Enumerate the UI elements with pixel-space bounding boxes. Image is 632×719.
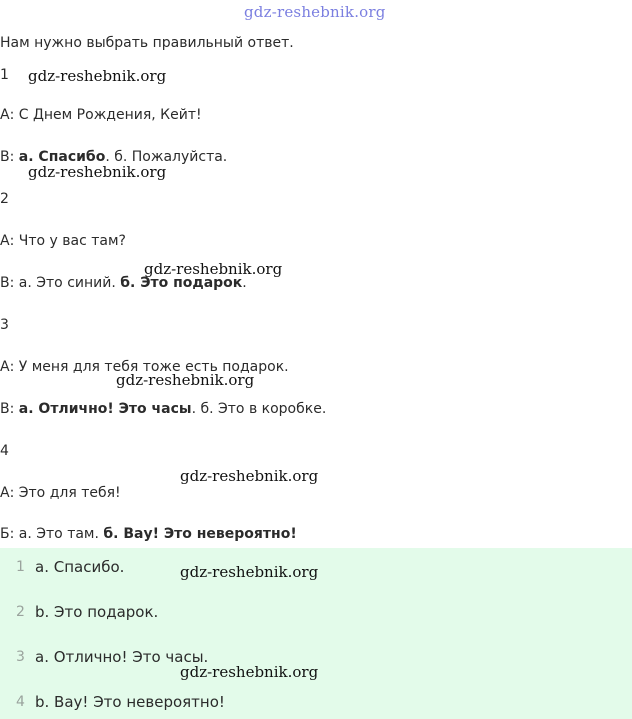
q4-correct-answer: б. Вау! Это невероятно! <box>103 526 297 542</box>
watermark-text: gdz-reshebnik.org <box>116 371 255 389</box>
q2-correct-answer: б. Это подарок <box>120 275 243 291</box>
watermark-text: gdz-reshebnik.org <box>180 663 319 681</box>
question-number-3: 3 <box>0 317 9 333</box>
intro-text: Нам нужно выбрать правильный ответ. <box>0 35 294 51</box>
question-number-1: 1 <box>0 67 9 83</box>
answer-number: 1 <box>16 559 25 575</box>
answer-number: 2 <box>16 604 25 620</box>
q3-b-rest: . б. Это в коробке. <box>191 401 327 417</box>
watermark-text: gdz-reshebnik.org <box>28 163 167 181</box>
question-number-2: 2 <box>0 191 9 207</box>
q1-b-prefix: В: <box>0 149 19 165</box>
q3-line-a: А: У меня для тебя тоже есть подарок. <box>0 359 289 375</box>
answer-number: 3 <box>16 649 25 665</box>
answer-text: b. Это подарок. <box>35 603 159 621</box>
q1-b-rest: . б. Пожалуйста. <box>105 149 228 165</box>
answer-text: a. Спасибо. <box>35 558 125 576</box>
watermark-text: gdz-reshebnik.org <box>180 467 319 485</box>
watermark-text: gdz-reshebnik.org <box>144 260 283 278</box>
q4-line-a: А: Это для тебя! <box>0 485 121 501</box>
q2-b-end: . <box>242 275 247 291</box>
question-number-4: 4 <box>0 443 9 459</box>
q2-b-rest: В: а. Это синий. <box>0 275 121 291</box>
watermark-text: gdz-reshebnik.org <box>28 67 167 85</box>
q3-b-prefix: В: <box>0 401 19 417</box>
q2-line-a: А: Что у вас там? <box>0 233 126 249</box>
answer-number: 4 <box>16 694 25 710</box>
q1-line-a: А: С Днем Рождения, Кейт! <box>0 107 202 123</box>
q3-correct-answer: а. Отлично! Это часы <box>18 401 192 417</box>
q4-line-b <box>0 525 297 543</box>
answer-text: a. Отлично! Это часы. <box>35 648 209 666</box>
answer-text: b. Вау! Это невероятно! <box>35 693 225 711</box>
q1-correct-answer: а. Спасибо <box>18 149 106 165</box>
site-watermark-top: gdz-reshebnik.org <box>244 3 386 21</box>
q3-line-b <box>0 400 326 418</box>
q4-b-rest: Б: а. Это там. <box>0 526 104 542</box>
watermark-text: gdz-reshebnik.org <box>180 563 319 581</box>
